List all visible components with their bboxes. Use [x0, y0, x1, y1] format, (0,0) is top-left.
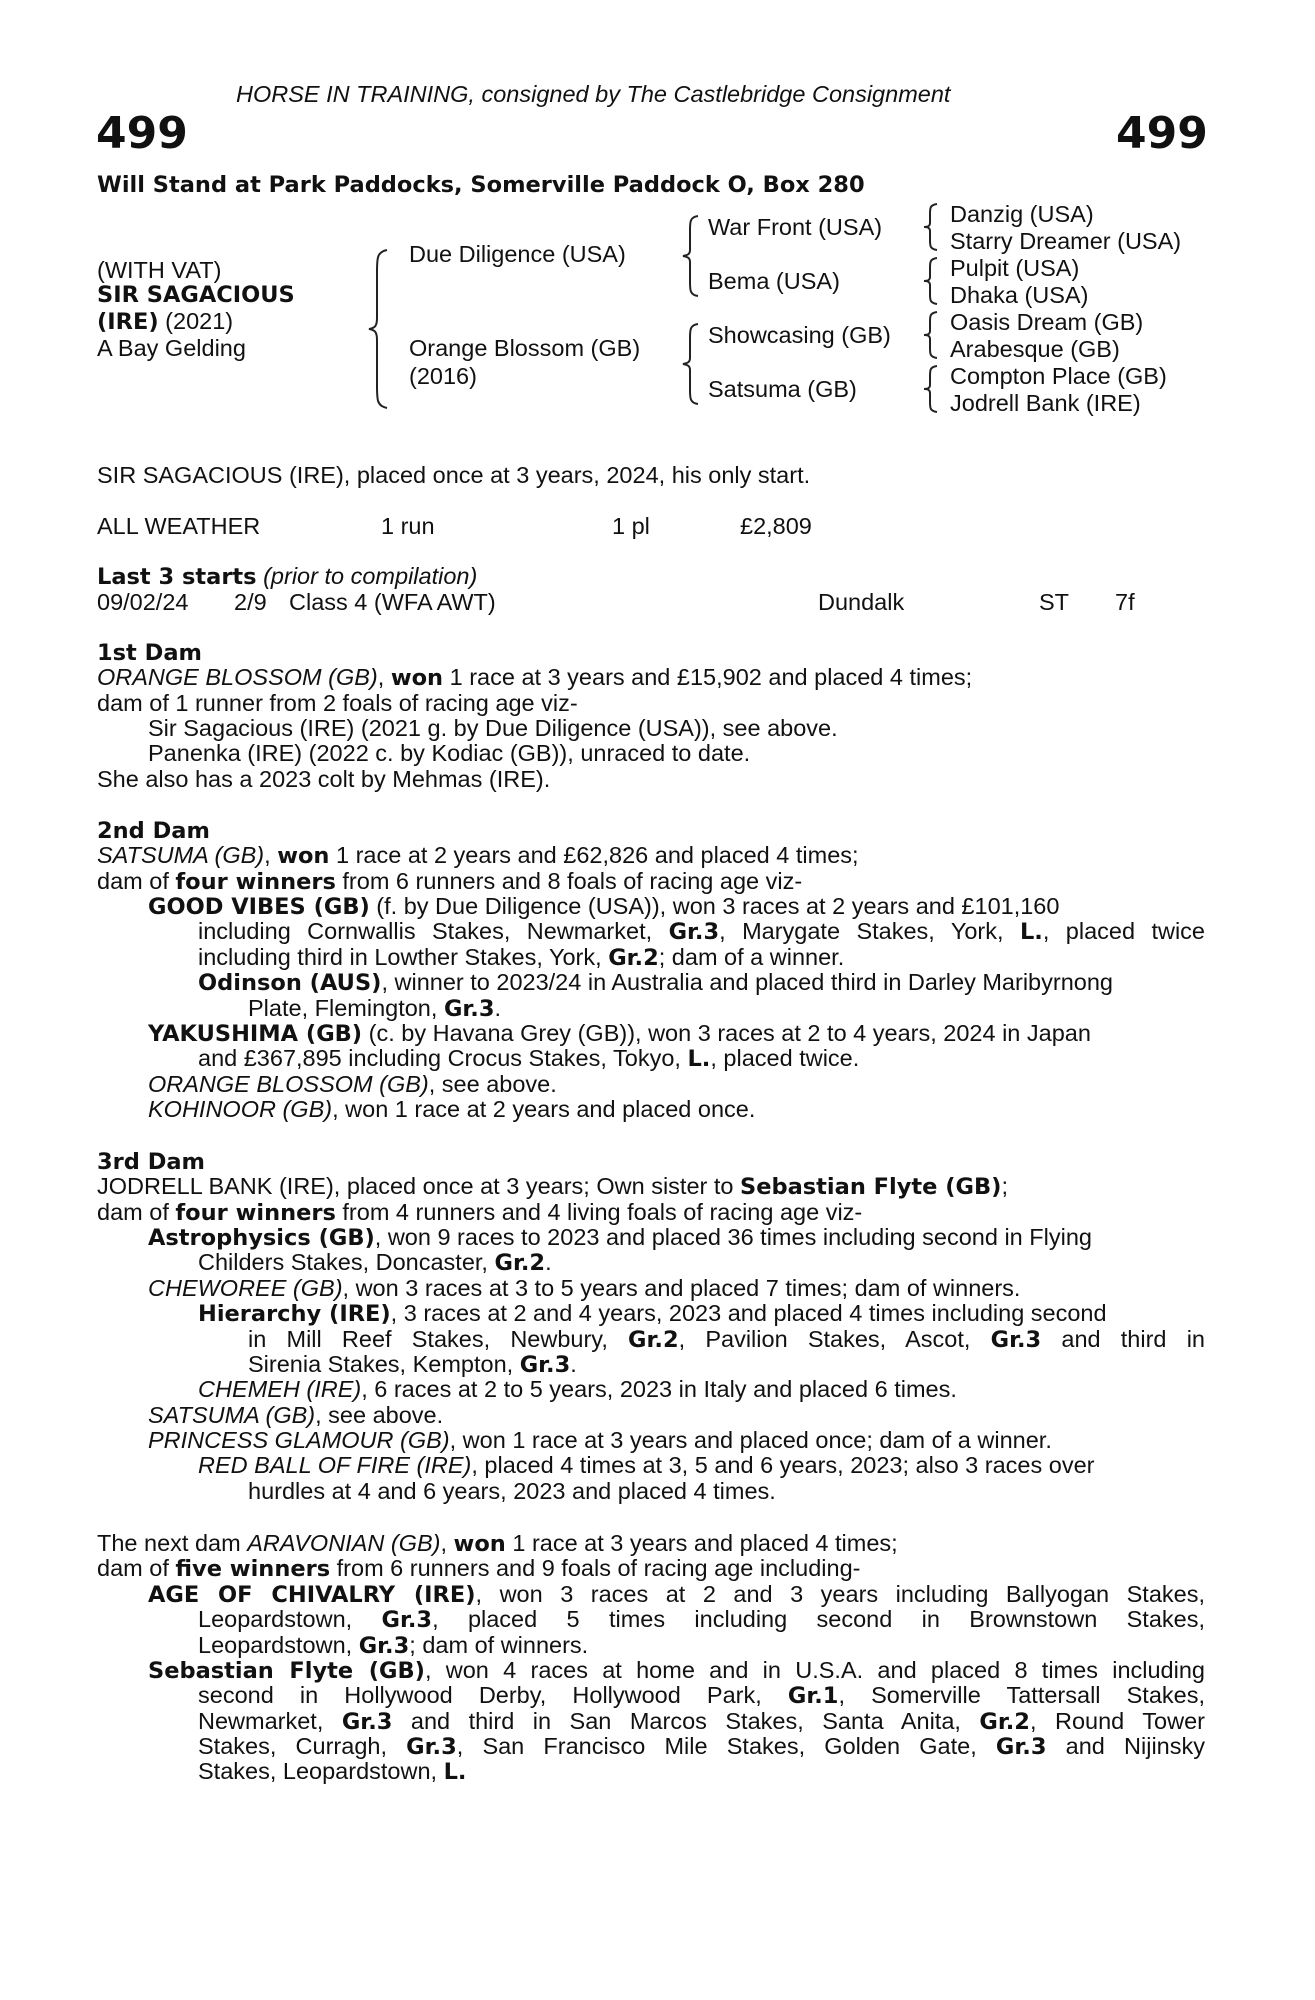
- produce-entry: [97, 1428, 1205, 1453]
- pedigree-sss: Danzig (USA): [950, 201, 1094, 227]
- produce-entry-cont: [97, 1607, 1205, 1632]
- text: , winner to 2023/24 in Australia and placed third in Darley Maribyrnong: [381, 969, 1113, 996]
- start-row-course: Dundalk: [818, 589, 905, 615]
- lot-number-left: 499: [96, 108, 188, 159]
- text: ; dam of winners.: [409, 1631, 589, 1658]
- produce-entry: [97, 1225, 1205, 1250]
- second-dam-line: SATSUMA (GB), won 1 race at 2 years and £62,826 and placed 4 times;: [97, 842, 859, 870]
- pedigree-brace-1: [921, 202, 941, 252]
- text: 1 race at 3 years and placed 4 times;: [505, 1530, 898, 1556]
- grade-label: Gr.3: [358, 1632, 410, 1659]
- produce-entry: [97, 1658, 1205, 1683]
- winners-count: four winners: [175, 1199, 336, 1226]
- produce-entry: [97, 1021, 1205, 1046]
- pedigree-sdd: Dhaka (USA): [950, 282, 1089, 308]
- text: dam of: [97, 1198, 176, 1225]
- pedigree-dam-brace: [680, 322, 702, 406]
- grade-label: Gr.2: [494, 1250, 546, 1277]
- text: , San Francisco Mile Stakes, Golden Gate,: [456, 1733, 996, 1759]
- last-starts-note: (prior to compilation): [263, 563, 478, 589]
- text: from 4 runners and 4 living foals of racing age viz-: [335, 1198, 863, 1225]
- text: dam of: [97, 1555, 176, 1582]
- produce-entry-cont: [97, 1734, 1205, 1759]
- grade-label: Gr.2: [608, 944, 659, 971]
- text: , 6 races at 2 to 5 years, 2023 in Italy and placed 6 times.: [361, 1376, 957, 1403]
- produce-entry: [97, 1453, 1205, 1478]
- horse-name: SATSUMA (GB): [97, 842, 265, 869]
- text: including third in Lowther Stakes, York,: [198, 943, 609, 970]
- pedigree-dam: Orange Blossom (GB): [409, 335, 641, 361]
- text: and £367,895 including Crocus Stakes, Tokyo,: [198, 1045, 688, 1072]
- text: Leopardstown,: [198, 1631, 359, 1658]
- grade-label: Gr.3: [406, 1734, 457, 1760]
- listed-label: L.: [1019, 919, 1043, 946]
- horse-name: Sebastian Flyte (GB): [740, 1174, 1002, 1201]
- pedigree-brace-2: [921, 256, 941, 306]
- horse-description: A Bay Gelding: [97, 335, 246, 361]
- text: (f. by Due Diligence (USA)), won 3 races at 2 years and £101,160: [369, 893, 1060, 920]
- produce-entry-cont: hurdles at 4 and 6 years, 2023 and placed 4 times.: [248, 1477, 776, 1504]
- grade-label: Gr.3: [443, 995, 495, 1022]
- stand-location: Will Stand at Park Paddocks, Somerville Paddock O, Box 280: [97, 172, 865, 198]
- next-dam-produce-line: [97, 1556, 1205, 1581]
- text: , placed 4 times at 3, 5 and 6 years, 2023; also 3 races over: [471, 1452, 1095, 1479]
- start-row-race: Class 4 (WFA AWT): [289, 589, 496, 615]
- third-dam-produce-line: [97, 1200, 1205, 1225]
- text: , Marygate Stakes, York,: [719, 918, 1020, 945]
- grade-label: Gr.2: [628, 1326, 679, 1353]
- text: .: [494, 994, 502, 1021]
- text: dam of: [97, 867, 176, 894]
- text: .: [545, 1249, 552, 1276]
- start-row-going: ST: [1039, 589, 1070, 615]
- consignment-header: HORSE IN TRAINING, consigned by The Castlebridge Consignment: [236, 81, 951, 107]
- first-dam-note: She also has a 2023 colt by Mehmas (IRE).: [97, 765, 551, 792]
- produce-entry: [97, 1276, 1205, 1301]
- pedigree-dds: Compton Place (GB): [950, 363, 1167, 389]
- third-dam-heading: 3rd Dam: [97, 1149, 205, 1175]
- produce-entry: [97, 1582, 1205, 1607]
- pedigree-brace-4: [921, 364, 941, 414]
- text: 1 race at 3 years and £15,902 and placed 4 times;: [443, 664, 973, 691]
- third-dam-line: [97, 1174, 1205, 1199]
- horse-name: ORANGE BLOSSOM (GB): [97, 664, 378, 691]
- second-dam-heading: 2nd Dam: [97, 818, 210, 844]
- pedigree-sire-brace: [680, 214, 702, 298]
- grade-label: Gr.3: [995, 1734, 1047, 1760]
- produce-entry: [97, 1377, 1205, 1402]
- pedigree-brace-3: [921, 310, 941, 360]
- pedigree-sire: Due Diligence (USA): [409, 241, 626, 267]
- grade-label: Gr.2: [979, 1708, 1030, 1735]
- second-dam-section: [97, 819, 1205, 1122]
- horse-name: AGE OF CHIVALRY (IRE): [148, 1581, 476, 1608]
- text: second in Hollywood Derby, Hollywood Park,: [198, 1682, 788, 1709]
- pedigree-dam-sire: Showcasing (GB): [708, 322, 891, 348]
- produce-entry: Panenka (IRE) (2022 c. by Kodiac (GB)), unraced to date.: [148, 740, 751, 767]
- horse-name: RED BALL OF FIRE (IRE): [198, 1452, 472, 1479]
- horse-name-line2: [97, 309, 233, 334]
- won-label: won: [277, 843, 330, 870]
- text: , placed 5 times including second in Brownstown Stakes,: [432, 1606, 1205, 1633]
- horse-year: (2021): [165, 308, 234, 334]
- horse-name: CHEMEH (IRE): [198, 1376, 362, 1403]
- produce-entry: [97, 1072, 1205, 1097]
- text: , Round Tower: [1029, 1707, 1205, 1734]
- pedigree-sire-sire: War Front (USA): [708, 214, 883, 240]
- text: Stakes, Leopardstown,: [198, 1758, 444, 1785]
- horse-name: Odinson (AUS): [198, 970, 382, 997]
- produce-entry-cont: [97, 945, 1205, 970]
- text: , won 3 races at 2 and 3 years including Ballyogan Stakes,: [475, 1580, 1205, 1607]
- produce-entry-cont: [97, 1759, 1205, 1784]
- text: , won 3 races at 3 to 5 years and placed 7 times; dam of winners.: [342, 1274, 1021, 1301]
- horse-name: CHEWOREE (GB): [148, 1274, 343, 1301]
- produce-entry: [97, 1301, 1205, 1326]
- start-row-position: 2/9: [234, 589, 267, 615]
- text: , Pavilion Stakes, Ascot,: [678, 1325, 991, 1352]
- next-dam-section: [97, 1531, 1205, 1785]
- text: from 6 runners and 8 foals of racing age viz-: [335, 867, 803, 894]
- text: , won 4 races at home and in U.S.A. and placed 8 times including: [424, 1656, 1205, 1683]
- produce-entry-cont: [97, 919, 1205, 944]
- text: Newmarket,: [198, 1707, 342, 1734]
- horse-name: ORANGE BLOSSOM (GB): [148, 1070, 429, 1097]
- record-earnings: £2,809: [740, 513, 812, 539]
- listed-label: L.: [687, 1046, 711, 1073]
- produce-entry-cont: [97, 1327, 1205, 1352]
- won-label: won: [390, 665, 444, 692]
- produce-entry-cont: [97, 1046, 1205, 1071]
- produce-entry-cont: [97, 1352, 1205, 1377]
- text: from 6 runners and 9 foals of racing age including-: [330, 1555, 861, 1582]
- horse-name: ARAVONIAN (GB): [247, 1530, 441, 1556]
- text: JODRELL BANK (IRE), placed once at 3 years; Own sister to: [97, 1173, 741, 1200]
- horse-name: Hierarchy (IRE): [198, 1301, 391, 1328]
- record-runs: 1 run: [381, 513, 435, 539]
- text: , placed twice.: [710, 1045, 860, 1072]
- horse-name: GOOD VIBES (GB): [148, 894, 370, 921]
- pedigree-ssd: Starry Dreamer (USA): [950, 228, 1182, 254]
- pedigree-sire-dam: Bema (USA): [708, 268, 840, 294]
- last-starts-heading: [97, 564, 477, 589]
- horse-name: Sebastian Flyte (GB): [148, 1657, 425, 1684]
- produce-entry-cont: [97, 1683, 1205, 1708]
- produce-entry-cont: [97, 996, 1205, 1021]
- first-dam-heading: 1st Dam: [97, 640, 202, 666]
- produce-entry-cont: [97, 1709, 1205, 1734]
- text: , 3 races at 2 and 4 years, 2023 and placed 4 times including second: [390, 1300, 1107, 1327]
- pedigree-main-brace: [365, 248, 395, 410]
- winners-count: four winners: [175, 868, 336, 895]
- pedigree-ddd: Jodrell Bank (IRE): [950, 390, 1141, 416]
- text: Plate, Flemington,: [248, 994, 444, 1021]
- grade-label: Gr.3: [381, 1607, 433, 1634]
- text: , see above.: [428, 1070, 557, 1097]
- text: Stakes, Curragh,: [198, 1733, 407, 1759]
- text: 1 race at 2 years and £62,826 and placed 4 times;: [329, 842, 859, 869]
- text: , Somerville Tattersall Stakes,: [838, 1682, 1205, 1709]
- produce-entry: [97, 1403, 1205, 1428]
- grade-label: Gr.3: [341, 1708, 393, 1735]
- next-dam-line: [97, 1531, 1205, 1556]
- text: and Nijinsky: [1046, 1733, 1206, 1759]
- produce-entry-cont: [97, 1250, 1205, 1275]
- vat-label: (WITH VAT): [97, 257, 222, 283]
- horse-name: Astrophysics (GB): [148, 1225, 375, 1252]
- race-summary: SIR SAGACIOUS (IRE), placed once at 3 years, 2024, his only start.: [97, 462, 811, 488]
- grade-label: Gr.1: [787, 1683, 839, 1710]
- horse-name: SATSUMA (GB): [148, 1401, 316, 1428]
- text: and third in: [1041, 1325, 1205, 1352]
- last-starts-title: Last 3 starts: [97, 564, 257, 590]
- text: , see above.: [315, 1401, 444, 1428]
- horse-name: YAKUSHIMA (GB): [148, 1020, 363, 1047]
- second-dam-produce-line: [97, 869, 1205, 894]
- listed-label: L.: [443, 1759, 467, 1786]
- record-places: 1 pl: [612, 513, 650, 539]
- first-dam-line: ORANGE BLOSSOM (GB), won 1 race at 3 years and £15,902 and placed 4 times;: [97, 664, 973, 692]
- text: Childers Stakes, Doncaster,: [198, 1249, 495, 1276]
- grade-label: Gr.3: [668, 919, 720, 946]
- lot-number-right: 499: [1116, 108, 1208, 159]
- text: including Cornwallis Stakes, Newmarket,: [198, 918, 669, 945]
- grade-label: Gr.3: [990, 1326, 1042, 1353]
- start-row-date: 09/02/24: [97, 589, 189, 615]
- horse-name: SIR SAGACIOUS: [97, 282, 295, 308]
- start-row-distance: 7f: [1115, 589, 1135, 615]
- produce-entry: [97, 894, 1205, 919]
- horse-country: (IRE): [97, 309, 159, 335]
- first-dam-produce-line: dam of 1 runner from 2 foals of racing age viz-: [97, 689, 578, 716]
- produce-entry: Sir Sagacious (IRE) (2021 g. by Due Diligence (USA)), see above.: [148, 715, 838, 742]
- grade-label: Gr.3: [519, 1351, 571, 1378]
- text: , won 1 race at 3 years and placed once; dam of a winner.: [449, 1427, 1052, 1454]
- pedigree-sds: Pulpit (USA): [950, 255, 1080, 281]
- text: , won 1 race at 2 years and placed once.: [332, 1096, 756, 1123]
- horse-name: PRINCESS GLAMOUR (GB): [148, 1427, 450, 1454]
- text: (c. by Havana Grey (GB)), won 3 races at 2 to 4 years, 2024 in Japan: [362, 1019, 1091, 1046]
- produce-entry-cont: [97, 1633, 1205, 1658]
- pedigree-dsd: Arabesque (GB): [950, 336, 1120, 362]
- first-dam-section: [97, 641, 1205, 792]
- pedigree-dam-year: (2016): [409, 363, 477, 389]
- text: Leopardstown,: [198, 1606, 382, 1633]
- text: , won 9 races to 2023 and placed 36 times including second in Flying: [374, 1224, 1092, 1251]
- pedigree-dss: Oasis Dream (GB): [950, 309, 1144, 335]
- text: and third in San Marcos Stakes, Santa Anita,: [392, 1707, 980, 1734]
- text: in Mill Reef Stakes, Newbury,: [248, 1325, 629, 1352]
- text: , placed twice: [1042, 918, 1205, 945]
- text: .: [570, 1350, 577, 1377]
- text: The next dam: [97, 1530, 248, 1556]
- text: ,: [440, 1530, 454, 1556]
- winners-count: five winners: [175, 1556, 331, 1583]
- produce-entry: [97, 970, 1205, 995]
- text: ;: [1001, 1173, 1008, 1200]
- text: ; dam of a winner.: [658, 943, 845, 970]
- won-label: won: [453, 1531, 506, 1557]
- horse-name: KOHINOOR (GB): [148, 1096, 333, 1123]
- produce-entry: [97, 1097, 1205, 1122]
- record-surface: ALL WEATHER: [97, 513, 261, 539]
- third-dam-section: [97, 1150, 1205, 1504]
- text: Sirenia Stakes, Kempton,: [248, 1350, 520, 1377]
- pedigree-dam-dam: Satsuma (GB): [708, 376, 857, 402]
